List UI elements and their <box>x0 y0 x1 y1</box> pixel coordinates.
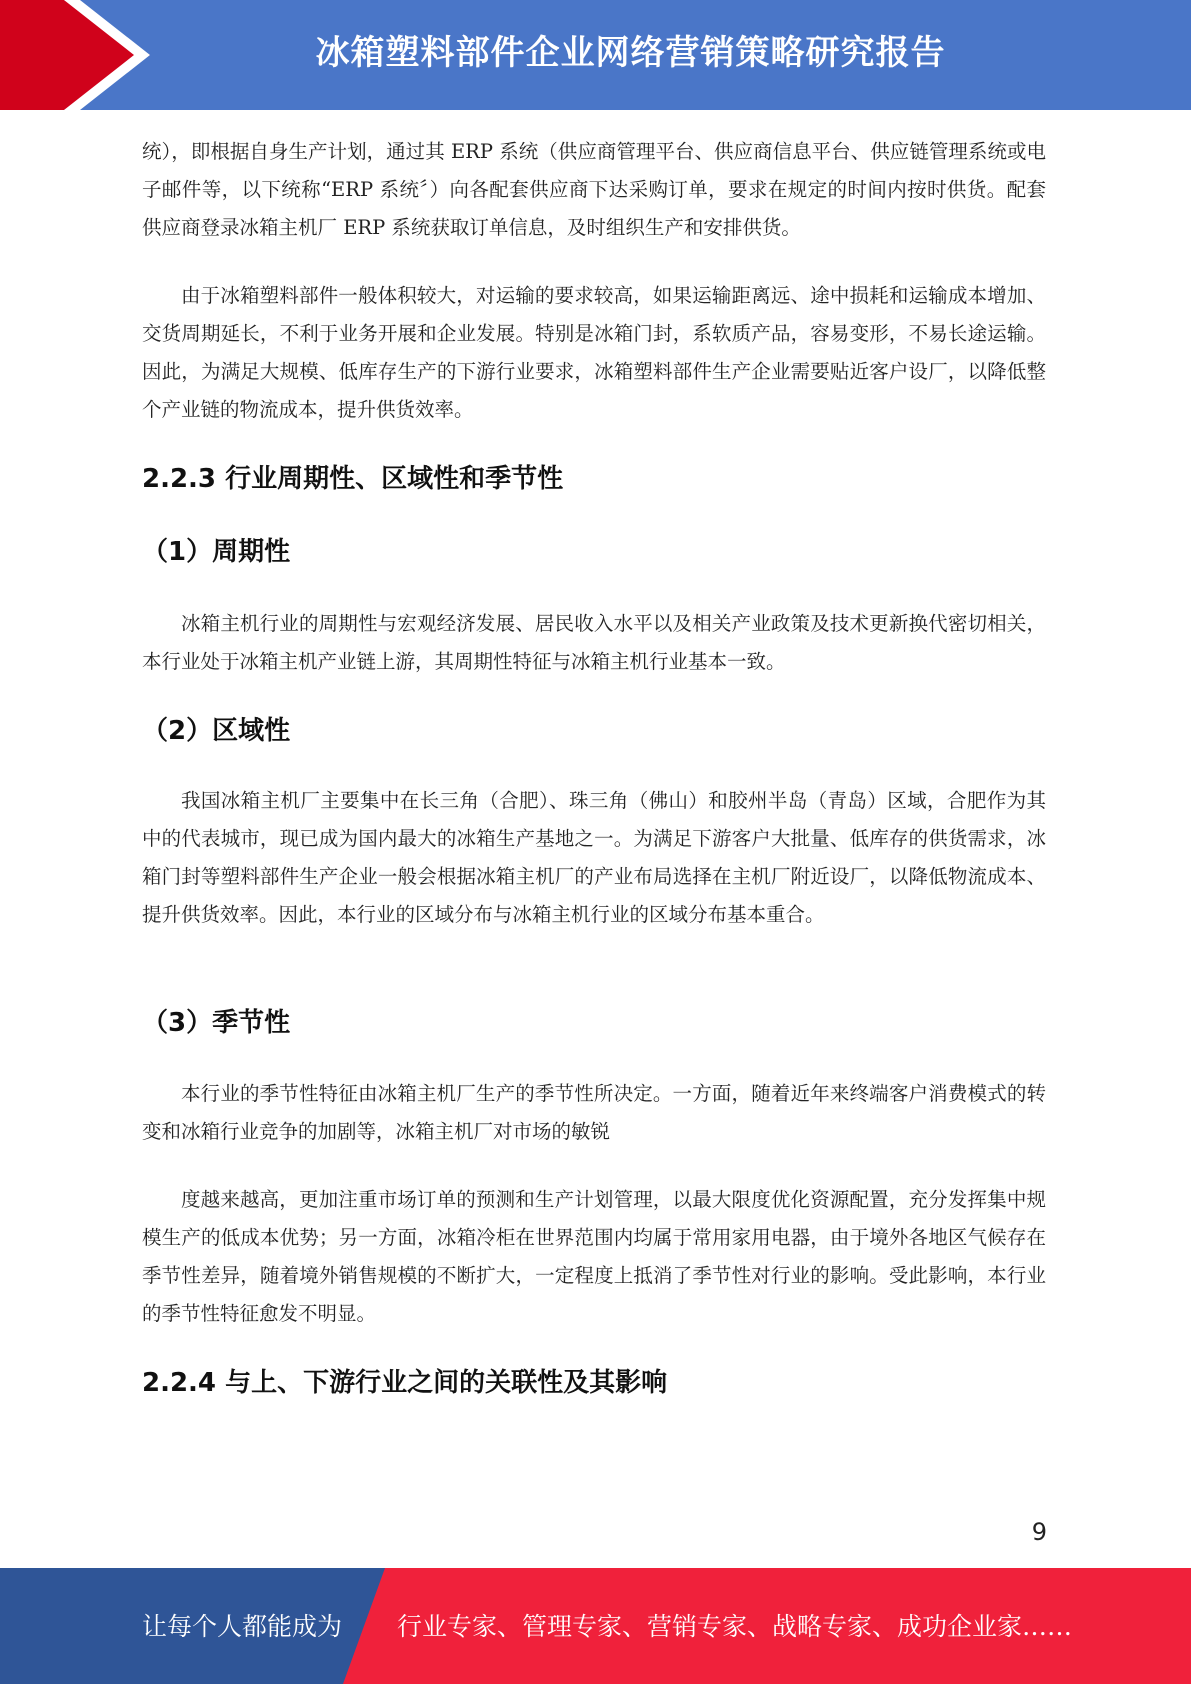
page-number: 9 <box>1031 1518 1047 1546</box>
paragraph-text: 冰箱主机行业的周期性与宏观经济发展、居民收入水平以及相关产业政策及技术更新换代密切相关，本行业处于冰箱主机产业链上游，其周期性特征与冰箱主机行业基本一致。 <box>142 612 1046 673</box>
paragraph-regionality <box>142 782 1046 934</box>
paragraph-transport <box>142 277 1046 429</box>
paragraph-text: 统），即根据自身生产计划，通过其 ERP 系统（供应商管理平台、供应商信息平台、供应链管理系统或电子邮件等，以下统称“ERP 系统〞）向各配套供应商下达采购订单，要求在规定的时间内按时供货。配套供应商登录冰箱主机厂 ERP 系统获取订单信息，及时组织生产和安排供货。 <box>142 140 1046 239</box>
paragraph-seasonality-1 <box>142 1075 1046 1151</box>
footer-slogan-left: 让每个人都能成为 <box>142 1612 343 1641</box>
paragraph-seasonality-2 <box>142 1181 1046 1333</box>
header-banner <box>0 0 1191 110</box>
header-chevron-graphic <box>0 0 150 110</box>
subheading-regionality: （2）区域性 <box>142 716 291 746</box>
footer-banner <box>0 1568 1191 1684</box>
paragraph-erp-continuation <box>142 133 1046 247</box>
section-heading-2-2-4: 2.2.4 与上、下游行业之间的关联性及其影响 <box>142 1368 668 1398</box>
paragraph-text: 本行业的季节性特征由冰箱主机厂生产的季节性所决定。一方面，随着近年来终端客户消费模式的转变和冰箱行业竞争的加剧等，冰箱主机厂对市场的敏锐 <box>142 1082 1046 1143</box>
paragraph-text: 度越来越高，更加注重市场订单的预测和生产计划管理，以最大限度优化资源配置，充分发挥集中规模生产的低成本优势；另一方面，冰箱冷柜在世界范围内均属于常用家用电器，由于境外各地区气候存在季节性差异，随着境外销售规模的不断扩大，一定程度上抵消了季节性对行业的影响。受此影响，本行业的季节性特征愈发不明显。 <box>142 1188 1046 1325</box>
subheading-cyclicality: （1）周期性 <box>142 537 291 567</box>
report-title: 冰箱塑料部件企业网络营销策略研究报告 <box>315 33 946 73</box>
footer-slogan-right: 行业专家、管理专家、营销专家、战略专家、成功企业家…… <box>397 1612 1073 1641</box>
paragraph-cyclicality <box>142 605 1046 681</box>
section-heading-2-2-3: 2.2.3 行业周期性、区域性和季节性 <box>142 464 564 494</box>
paragraph-text: 由于冰箱塑料部件一般体积较大，对运输的要求较高，如果运输距离远、途中损耗和运输成本增加、交货周期延长，不利于业务开展和企业发展。特别是冰箱门封，系软质产品，容易变形，不易长途运输。因此，为满足大规模、低库存生产的下游行业要求，冰箱塑料部件生产企业需要贴近客户设厂，以降低整个产业链的物流成本，提升供货效率。 <box>142 284 1046 421</box>
subheading-seasonality: （3）季节性 <box>142 1008 291 1038</box>
paragraph-text: 我国冰箱主机厂主要集中在长三角（合肥）、珠三角（佛山）和胶州半岛（青岛）区域，合肥作为其中的代表城市，现已成为国内最大的冰箱生产基地之一。为满足下游客户大批量、低库存的供货需求，冰箱门封等塑料部件生产企业一般会根据冰箱主机厂的产业布局选择在主机厂附近设厂，以降低物流成本、提升供货效率。因此，本行业的区域分布与冰箱主机行业的区域分布基本重合。 <box>142 789 1046 926</box>
